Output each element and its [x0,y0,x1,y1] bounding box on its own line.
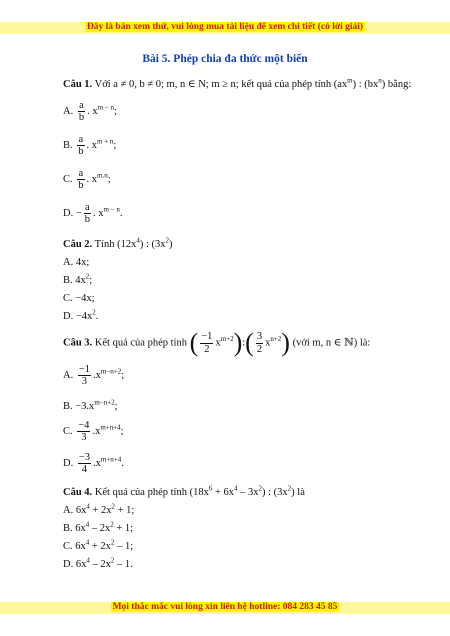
q1-option-a [63,100,117,123]
option-label: C. [63,425,73,437]
option-term: – 1. [114,559,133,570]
option-label: D. [63,457,74,469]
option-term: . x [87,105,98,117]
q1-option-d [63,202,123,225]
q1-option-b [63,134,116,157]
fraction-numerator: −4 [78,420,90,431]
fraction [256,331,263,354]
option-term: . x [93,207,104,219]
q4-option-c [63,540,133,553]
option-term: + 2x [89,541,111,552]
option-label: A. [63,105,74,117]
fraction [78,364,91,387]
close-paren: ) [233,328,243,357]
q3-option-c: C. $\frac{-4}{3}$ $.x^{m+n+4}$; [63,420,124,444]
option-term: – 2x [89,559,111,570]
option-end: ; [114,401,118,412]
fraction-numerator: 3 [256,331,263,343]
q2-option-c [63,292,95,305]
option-end: . [121,457,124,469]
option-label: C. [63,293,73,304]
q2-exponent: 2 [165,236,169,245]
fraction-numerator: a [79,100,84,111]
fraction-denominator: 2 [256,343,263,355]
option-exponent: 4 [86,502,90,511]
q4-exponent: 4 [234,484,238,493]
option-term: 6x [75,559,87,570]
option-end: ; [113,139,117,151]
option-label: A. [63,257,74,268]
q1-option-c [63,168,111,191]
option-exponent: m.n [97,171,108,180]
q3-option-b [63,400,118,413]
option-end: . [95,311,99,322]
q1-exp-n: n [378,76,382,85]
option-exponent: m+n+4 [100,455,122,464]
option-label: B. [63,275,73,286]
hotline-banner [0,602,450,614]
fraction-numerator: −3 [78,452,91,463]
option-sign: − [75,207,82,219]
preview-notice-text: Đây là bản xem thử, vui lòng mua tài liệu để xem chi tiết (có lời giải) [86,22,364,32]
option-exponent: m−n+2 [100,367,122,376]
q4-exponent: 2 [258,484,262,493]
option-term: + 1; [115,505,135,516]
option-term: . x [86,173,98,185]
option-exponent: m − n [97,103,114,112]
option-exponent: m − n [103,205,120,214]
fraction-denominator: b [78,112,85,124]
option-label: D. [63,311,74,322]
option-label: B. [63,523,73,534]
fraction-denominator: b [78,180,84,192]
option-exponent: m−n+2 [94,398,115,407]
fraction-numerator: a [78,168,84,179]
option-exponent: m + n [97,137,114,146]
question-2-label: Câu 2. [63,239,93,250]
q4-text: ) là [291,487,305,498]
option-term: 6x [75,505,87,516]
option-end: ; [91,293,95,304]
question-1-stem [63,78,411,91]
q4-text: ) : (3x [262,487,288,498]
fraction-denominator: 2 [204,343,210,355]
question-4-label: Câu 4. [63,487,93,498]
q2-option-a [63,256,89,269]
option-label: B. [63,401,73,412]
question-3-label: Câu 3. [63,337,93,349]
question-1-label: Câu 1. [63,79,93,90]
fraction-numerator: −1 [78,364,91,375]
lesson-title: Bài 5. Phép chia đa thức một biến [142,53,308,65]
fraction-denominator: 3 [81,376,88,388]
option-exponent: 2 [85,272,90,281]
fraction-numerator: a [85,202,90,213]
fraction-numerator: −1 [201,331,213,343]
option-label: C. [63,541,73,552]
option-term: −3.x [75,401,95,412]
option-label: B. [63,139,73,151]
fraction-numerator: a [78,134,84,145]
option-end: ; [120,425,124,437]
preview-notice-banner [0,22,450,34]
q3-tail: (với m, n ∈ ℕ) là: [292,337,371,349]
option-exponent: 2 [110,556,115,565]
option-end: ; [121,369,125,381]
q1-mid: ) : (bx [352,79,379,90]
fraction [84,202,91,225]
open-paren: ( [189,328,199,357]
close-paren: ) [281,328,290,357]
fraction [200,331,213,354]
q1-exp-m: m [347,76,353,85]
option-end: . [119,207,123,219]
q4-text: Kết quả của phép tính (18x [94,487,209,498]
q1-tail: ) bằng: [381,79,412,90]
q2-text: ) [169,239,173,250]
fraction-denominator: b [84,214,91,226]
option-end: ; [86,257,90,268]
q3-exponent: m+2 [220,334,234,343]
fraction-denominator: b [78,146,84,158]
option-exponent: 4 [85,520,90,529]
option-term: – 2x [89,523,111,534]
fraction [77,420,90,443]
option-end: ; [107,173,111,185]
question-4-stem [63,486,305,499]
option-term: 4x [75,275,86,286]
option-exponent: 2 [92,308,96,317]
option-label: D. [63,559,74,570]
q4-exponent: 6 [208,484,213,493]
question-2-stem [63,238,173,251]
q3-exponent: n+2 [270,334,282,343]
option-exponent: m+n+4 [100,423,121,432]
option-label: D. [63,207,74,219]
option-term: −4x [75,293,92,304]
fraction [77,168,84,191]
option-term: −4x [75,311,93,322]
question-1-text: Với a ≠ 0, b ≠ 0; m, n ∈ N; m ≥ n; kết quả của phép tính (ax [94,79,348,90]
fraction-denominator: 3 [81,432,87,444]
option-label: A. [63,369,74,381]
open-paren: ( [245,328,254,357]
option-term: + 2x [89,505,112,516]
option-exponent: 2 [110,538,115,547]
option-term: 6x [75,541,86,552]
q2-text: Tính (12x [94,239,137,250]
q2-option-b [63,274,92,287]
option-term: 4x [75,257,87,268]
q2-option-d [63,310,98,323]
option-exponent: 4 [86,556,90,565]
fraction [77,134,84,157]
q4-text: + 6x [212,487,234,498]
fraction-denominator: 4 [81,464,88,476]
division-operator: : [242,337,246,349]
option-term: + 1; [113,523,134,534]
q2-text: ) : (3x [139,239,166,250]
option-end: ; [89,275,93,286]
option-term: . x [86,139,98,151]
q4-exponent: 2 [287,484,292,493]
option-label: A. [63,505,74,516]
fraction [78,100,85,123]
q4-option-d [63,558,133,571]
option-term: – 1; [114,541,134,552]
option-label: C. [63,173,73,185]
q4-text: – 3x [237,487,259,498]
option-end: ; [114,105,117,117]
q2-exponent: 4 [136,236,140,245]
q3-option-d: D. $\frac{-3}{4}$ $.x^{m+n+4}$. [63,452,124,476]
option-exponent: 2 [110,520,114,529]
question-3-stem: Câu 3. Kết quả của phép tính ( $\frac{-1}{2}$ $x^{m+2}$):( $\frac{3}{2}$ $x^{n+2}$) (với m, n ∈ ℕ) là: [63,328,371,357]
fraction [78,452,91,475]
option-term: 6x [75,523,86,534]
q4-option-a [63,504,134,517]
option-exponent: 2 [111,502,116,511]
q4-option-b [63,522,133,535]
q3-option-a: A. $\frac{-1}{3}$ $.x^{m-n+2}$; [63,364,125,388]
q3-text: Kết quả của phép tính [94,337,187,349]
option-exponent: 4 [85,538,90,547]
hotline-text: Mọi thắc mắc vui lòng xin liên hệ hotline: 084 283 45 85 [112,602,338,612]
